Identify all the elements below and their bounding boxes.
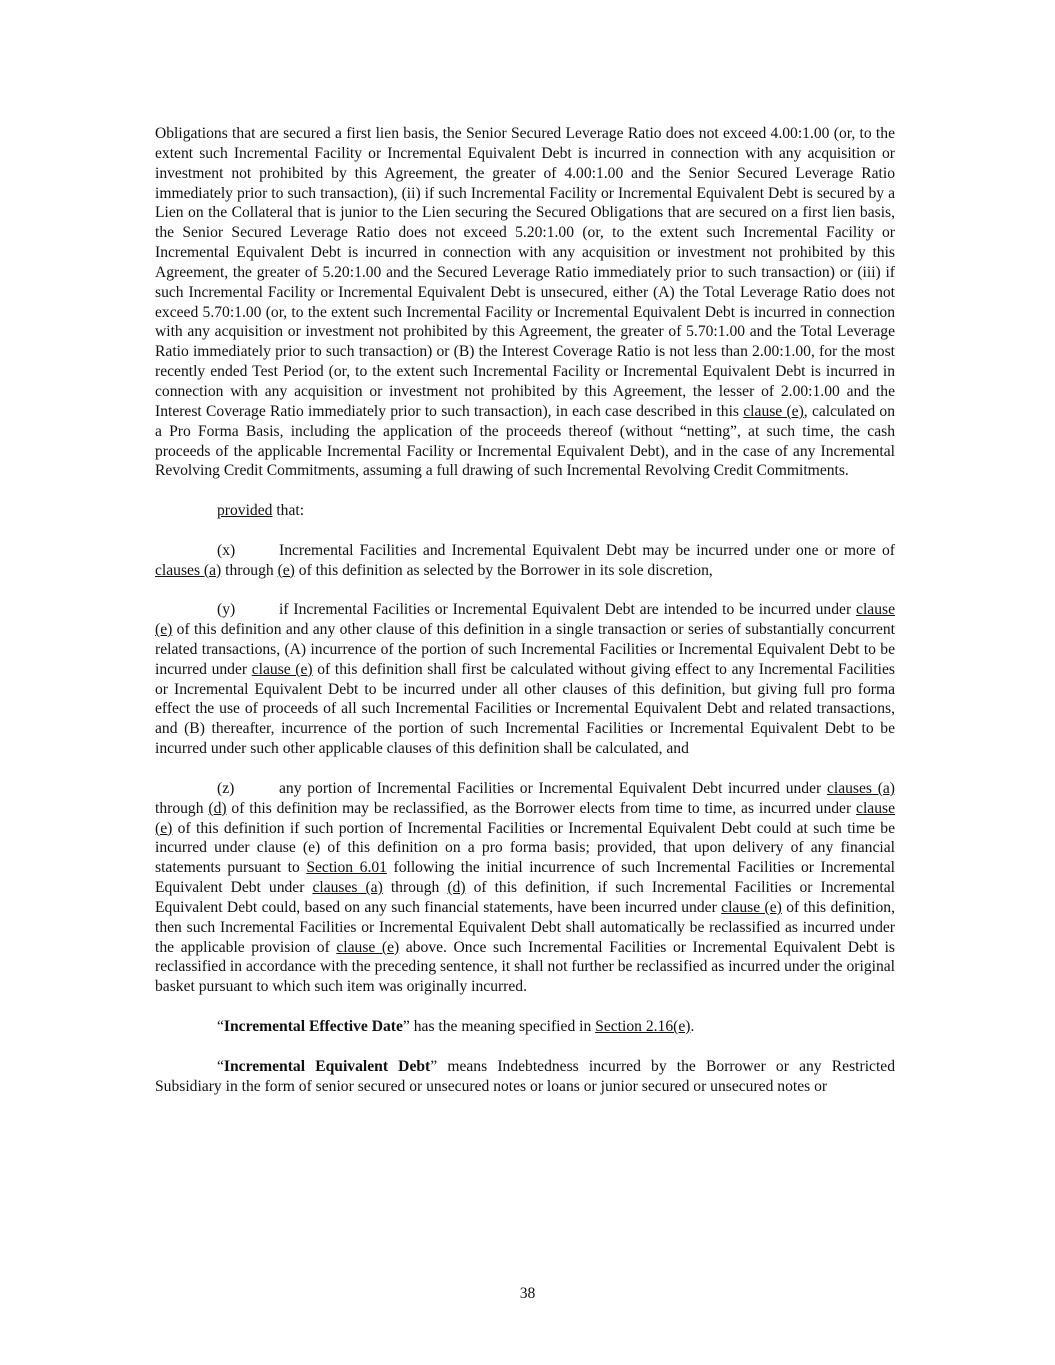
close-quote: ” bbox=[402, 1017, 410, 1035]
definition-text: . bbox=[690, 1017, 695, 1035]
clause-reference: clauses (a) bbox=[826, 779, 895, 797]
clause-y-text: if Incremental Facilities or Incremental Equivalent Debt are intended to be incurred under bbox=[279, 601, 857, 619]
defined-term: Incremental Equivalent Debt bbox=[223, 1057, 431, 1075]
paragraph-text-end: , calculated on a Pro Forma Basis, including the application of the proceeds thereof (without “netting”, at such time, the cash proceeds of the applicable Incremental Facility or Incremental Equivalent Debt), and in the case of any Incremental Revolving Credit Commitments, assuming a full drawing of such Incremental Revolving Credit Commitments. bbox=[155, 402, 895, 480]
clause-x-marker: (x) bbox=[217, 541, 236, 559]
section-reference: Section 6.01 bbox=[306, 859, 387, 877]
clause-z-text: through bbox=[382, 879, 448, 897]
open-quote: “ bbox=[217, 1057, 224, 1075]
clause-y-paragraph bbox=[155, 600, 895, 759]
provided-that-line bbox=[155, 501, 895, 521]
clause-reference: (e) bbox=[277, 561, 295, 579]
defined-term: Incremental Effective Date bbox=[223, 1017, 403, 1035]
clause-z-text: following the initial incurrence of such Incremental Facilities or Incremental Equivalent Debt under bbox=[155, 859, 895, 897]
definition-incremental-equivalent-debt bbox=[155, 1057, 895, 1097]
clause-x-text: of this definition as selected by the Borrower in its sole discretion, bbox=[294, 561, 713, 579]
definition-text: means Indebtedness incurred by the Borrower or any Restricted Subsidiary in the form of senior secured or unsecured notes or loans or junior secured or unsecured notes or bbox=[155, 1057, 895, 1095]
paragraph-leverage-conditions bbox=[155, 124, 895, 481]
provided-word: provided bbox=[217, 502, 273, 520]
clause-reference: clause (e) bbox=[336, 938, 400, 956]
clause-reference: clause (e) bbox=[251, 660, 313, 678]
section-reference: Section 2.16(e) bbox=[595, 1017, 691, 1035]
page-number: 38 bbox=[519, 1285, 536, 1302]
clause-reference: clauses (a) bbox=[155, 561, 222, 579]
paragraph-text: Obligations that are secured a first lien basis, the Senior Secured Leverage Ratio does not exceed 4.00:1.00 (or, to the extent such Incremental Facility or Incremental Equivalent Debt is incurred in connection with any acquisition or investment not prohibited by this Agreement, the greater of 4.00:1.00 and the Senior Secured Leverage Ratio immediately prior to such transaction), (ii) if such Incremental Facility or Incremental Equivalent Debt is secured by a Lien on the Collateral that is junior to the Lien securing the Secured Obligations that are secured on a first lien basis, the Senior Secured Leverage Ratio does not exceed 5.20:1.00 (or, to the extent such Incremental Facility or Incremental Equivalent Debt is incurred in connection with any acquisition or investment not prohibited by this Agreement, the greater of 5.20:1.00 and the Secured Leverage Ratio immediately prior to such transaction) or (iii) if such Incremental Facility or Incremental Equivalent Debt is unsecured, either (A) the Total Leverage Ratio does not exceed 5.70:1.00 (or, to the extent such Incremental Facility or Incremental Equivalent Debt is incurred in connection with any acquisition or investment not prohibited by this Agreement, the greater of 5.70:1.00 and the Total Leverage Ratio immediately prior to such transaction) or (B) the Interest Coverage Ratio is not less than 2.00:1.00, for the most recently ended Test Period (or, to the extent such Incremental Facility or Incremental Equivalent Debt is incurred in connection with any acquisition or investment not prohibited by this Agreement, the lesser of 2.00:1.00 and the Interest Coverage Ratio immediately prior to such transaction), in each case described in this bbox=[155, 125, 895, 420]
clause-y-text: of this definition and any other clause of this definition in a single transaction or series of substantially concurrent related transactions, (A) incurrence of the portion of such Incremental Facilities or Incremental Equivalent Debt to be incurred under bbox=[155, 621, 895, 678]
clause-x-paragraph bbox=[155, 541, 895, 581]
clause-reference: clause (e) bbox=[155, 601, 895, 639]
clause-reference: clause (e) bbox=[155, 799, 895, 837]
document-page bbox=[155, 124, 895, 1096]
clause-reference: (d) bbox=[447, 879, 466, 897]
open-quote: “ bbox=[217, 1017, 224, 1035]
clause-reference: clause (e) bbox=[721, 898, 782, 916]
clause-x-text: Incremental Facilities and Incremental Equivalent Debt may be incurred under one or more of bbox=[279, 541, 895, 559]
clause-z-marker: (z) bbox=[217, 779, 235, 797]
clause-z-text: of this definition if such portion of Incremental Facilities or Incremental Equivalent Debt could at such time be incurred under clause (e) of this definition on a pro forma basis; provided, that upon delivery of any financial statements pursuant to bbox=[155, 819, 895, 877]
definition-text: has the meaning specified in bbox=[409, 1017, 596, 1035]
clause-z-text: of this definition may be reclassified, as the Borrower elects from time to time, as incurred under bbox=[226, 799, 857, 817]
clause-e-reference: clause (e) bbox=[743, 402, 804, 420]
clause-z-paragraph bbox=[155, 779, 895, 997]
close-quote: ” bbox=[430, 1057, 438, 1075]
clause-z-text: through bbox=[155, 799, 209, 817]
definition-incremental-effective-date bbox=[155, 1017, 895, 1037]
clause-reference: clauses (a) bbox=[312, 879, 383, 897]
provided-rest: that: bbox=[272, 502, 305, 520]
clause-y-marker: (y) bbox=[217, 601, 236, 619]
clause-z-text: above. Once such Incremental Facilities or Incremental Equivalent Debt is reclassified in accordance with the preceding sentence, it shall not further be reclassified as incurred under the original basket pursuant to which such item was originally incurred. bbox=[155, 938, 895, 996]
clause-y-text: of this definition shall first be calculated without giving effect to any Incremental Facilities or Incremental Equivalent Debt to be incurred under all other clauses of this definition, but giving full pro forma effect the use of proceeds of all such Incremental Facilities or Incremental Equivalent Debt and related transactions, and (B) thereafter, incurrence of the portion of such Incremental Facilities or Incremental Equivalent Debt to be incurred under such other applicable clauses of this definition shall be calculated, and bbox=[155, 660, 896, 758]
clause-z-text: any portion of Incremental Facilities or Incremental Equivalent Debt incurred under bbox=[279, 779, 827, 797]
clause-reference: (d) bbox=[208, 799, 227, 817]
clause-x-text: through bbox=[221, 561, 278, 579]
clause-z-text: of this definition, if such Incremental Facilities or Incremental Equivalent Debt could, based on any such financial statements, have been incurred under bbox=[155, 879, 895, 916]
clause-z-text: of this definition, then such Incremental Facilities or Incremental Equivalent Debt shall automatically be reclassified as incurred under the applicable provision of bbox=[155, 898, 896, 956]
